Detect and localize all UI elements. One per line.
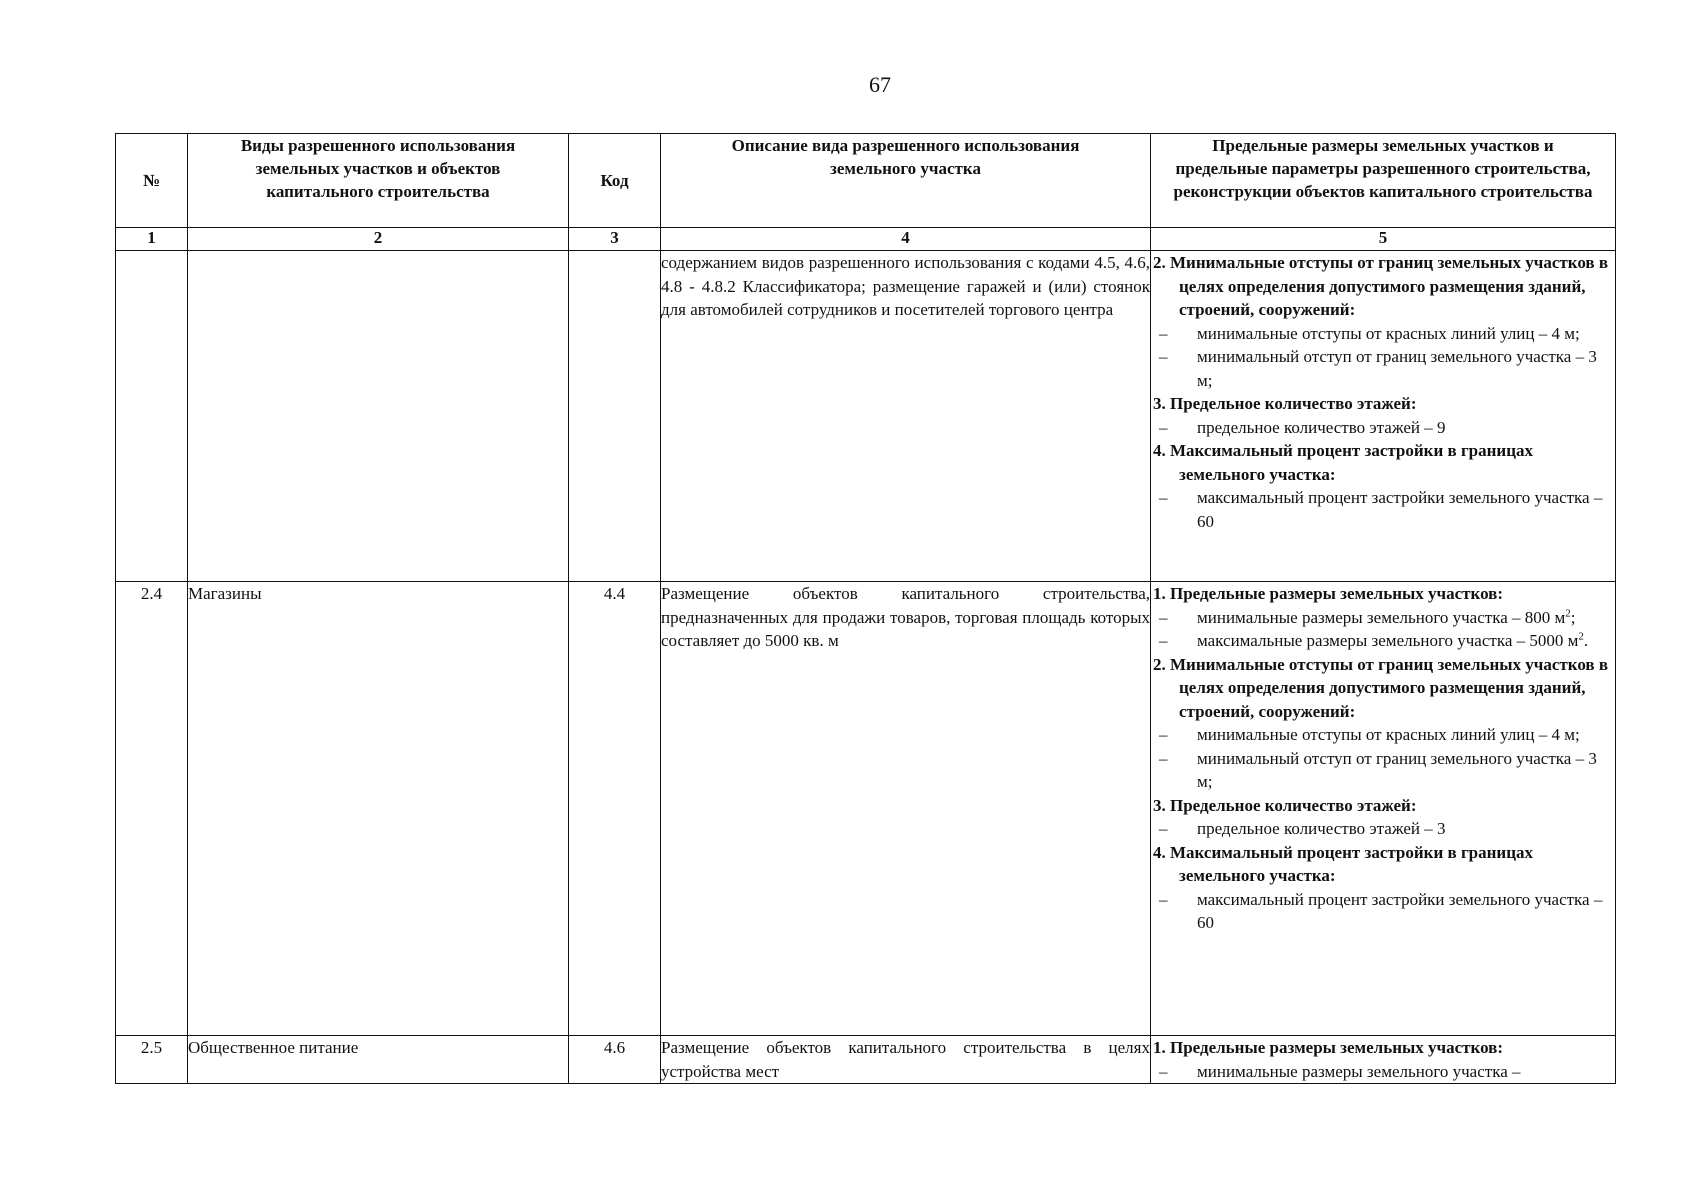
land-use-table [115,133,1616,1084]
param-heading: 4. Максимальный процент застройки в границах земельного участка: [1153,441,1534,484]
row-description: Размещение объектов капитального строительства, предназначенных для продажи товаров, торговая площадь которых составляет до 5000 кв. м [661,582,1151,1036]
header-no: № [116,134,188,228]
param-heading: 3. Предельное количество этажей: [1153,394,1417,413]
table-row [116,582,1616,1036]
dash-glyph: – [1159,1061,1168,1081]
column-number: 5 [1151,228,1616,251]
row-description: Размещение объектов капитального строительства в целях устройства мест [661,1036,1151,1084]
row-code: 4.4 [569,582,661,1036]
table-header-row [116,134,1616,228]
param-item: – минимальный отступ от границ земельного участка – 3 м; [1159,748,1597,791]
header-code: Код [569,134,661,228]
table-row [116,251,1616,582]
row-code: 4.6 [569,1036,661,1084]
dash-glyph: – [1159,607,1168,627]
superscript: 2 [1578,630,1584,643]
row-description: содержанием видов разрешенного использования с кодами 4.5, 4.6, 4.8 - 4.8.2 Классификатора; размещение гаражей и (или) стоянок для автомобилей сотрудников и посетителей торгового центра [661,251,1151,582]
row-name: Магазины [188,582,569,1036]
param-heading: 2. Минимальные отступы от границ земельных участков в целях определения допустимого размещения зданий, строений, сооружений: [1153,253,1609,319]
row-number: 2.5 [116,1036,188,1084]
dash-glyph: – [1159,889,1168,909]
row-params [1151,1036,1616,1084]
param-item: – максимальные размеры земельного участка – 5000 $м^2$. [1151,629,1615,653]
row-code [569,251,661,582]
superscript: 2 [1565,606,1571,619]
dash-glyph: – [1159,488,1168,507]
param-item: – предельное количество этажей – 9 [1151,416,1615,440]
column-number: 1 [116,228,188,251]
dash-glyph: – [1159,323,1168,343]
column-number: 2 [188,228,569,251]
row-name: Общественное питание [188,1036,569,1084]
table-row [116,1036,1616,1084]
column-number: 3 [569,228,661,251]
header-limits: Предельные размеры земельных участков и предельные параметры разрешенного строительства, реконструкции объектов капитального строительства [1151,134,1616,228]
dash-glyph: – [1159,748,1168,768]
param-item: – минимальные размеры земельного участка – [1151,1060,1615,1084]
row-params [1151,582,1616,1036]
param-item: – минимальный отступ от границ земельного участка – 3 м; [1159,347,1597,390]
header-description: Описание вида разрешенного использования земельного участка [661,134,1151,228]
param-item: – максимальный процент застройки земельного участка – 60 [1159,488,1603,531]
column-number: 4 [661,228,1151,251]
dash-glyph: – [1159,347,1168,366]
page-number: 67 [869,72,891,97]
param-heading: 3. Предельное количество этажей: [1153,795,1417,815]
param-heading: 1. Предельные размеры земельных участков: [1153,1038,1504,1057]
row-number [116,251,188,582]
param-item: – минимальные отступы от красных линий улиц – 4 м; [1151,723,1615,747]
param-item: – минимальные отступы от красных линий улиц – 4 м; [1151,322,1615,346]
row-name [188,251,569,582]
param-item: – минимальные размеры земельного участка – 800 $м^2$; [1151,606,1615,630]
param-heading: 1. Предельные размеры земельных участков: [1153,584,1504,603]
row-number: 2.4 [116,582,188,1036]
dash-glyph: – [1159,631,1168,650]
header-types: Виды разрешенного использования земельных участков и объектов капитального строительства [188,134,569,228]
dash-glyph: – [1159,417,1168,437]
param-heading: 2. Минимальные отступы от границ земельных участков в целях определения допустимого размещения зданий, строений, сооружений: [1153,654,1609,721]
dash-glyph: – [1159,725,1168,744]
param-item: – предельное количество этажей – 3 [1151,817,1615,841]
dash-glyph: – [1159,819,1168,838]
column-number-row [116,228,1616,251]
param-item: – максимальный процент застройки земельного участка – 60 [1159,889,1603,932]
param-heading: 4. Максимальный процент застройки в границах земельного участка: [1153,842,1534,885]
row-params [1151,251,1616,582]
